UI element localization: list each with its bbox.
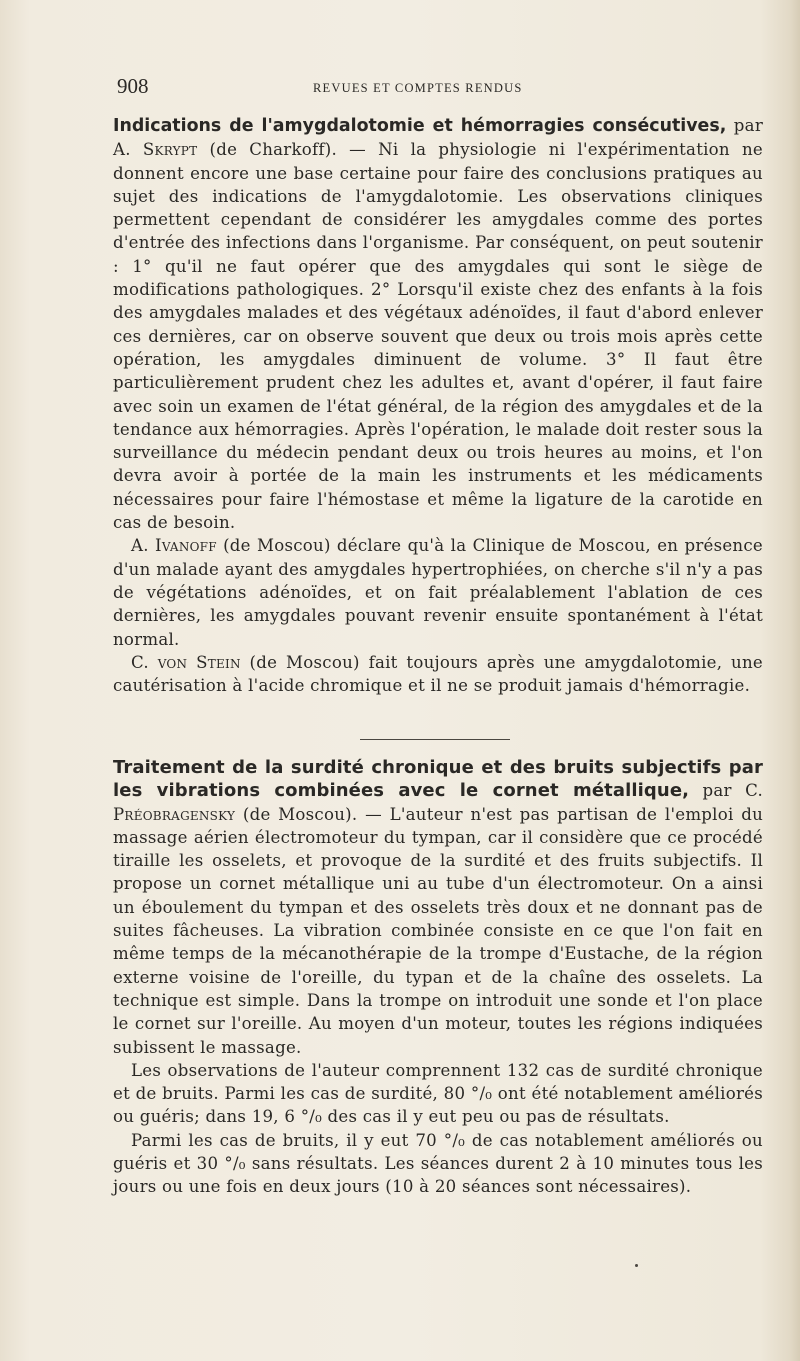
print-speck	[635, 1264, 638, 1267]
article-amygdalotomie	[113, 114, 763, 697]
paragraph-body: (de Moscou) déclare qu'à la Clinique de Moscou, en présence d'un malade ayant des amygdales hypertrophiées, on cherche s'il n'y a pas de végétations adénoïdes, et on fait préalablement l'ablation de ces dernières, les amygdales pouvant revenir ensuite spontanément à l'état normal.	[113, 536, 763, 649]
article-surdite	[113, 756, 763, 1199]
paragraph-body: (de Moscou) fait toujours après une amygdalotomie, une cautérisation à l'acide chromique et il ne se produit jamais d'hémorragie.	[113, 652, 764, 696]
paragraph-body: Ni la physiologie ni l'expérimentation ne donnent encore une base certaine pour faire des conclusions pratiques au sujet des indications de l'amygdalotomie. Les observations cliniques permettent cependant de considérer les amygdales comme des portes d'entrée des infections dans l'organisme. Par conséquent, on peut soutenir : 1° qu'il ne faut opérer que des amygdales qui sont le siège de modifications pathologiques. 2° Lorsqu'il existe chez des enfants à la fois des amygdales malades et des végétaux adénoïdes, il faut d'abord enlever ces dernières, car on observe souvent que deux ou trois mois après cette opération, les amygdales diminuent de volume. 3° Il faut être particulièrement prudent chez les adultes et, avant d'opérer, il faut faire avec soin un examen de l'état général, de la région des amygdales et de la tendance aux hémorragies. Après l'opération, le malade doit rester sous la surveillance du médecin pendant deux ou trois heures au moins, et l'on devra avoir à portée de la main les instruments et les médicaments nécessaires pour faire l'hémostase et même la ligature de la carotide en cas de besoin.	[113, 140, 763, 533]
discussant-name: A. Ivanoff	[131, 536, 217, 556]
article-author: A. Skrypt	[113, 140, 198, 160]
article-paragraph: Les observations de l'auteur comprennent 132 cas de surdité chronique et de bruits. Parmi les cas de surdité, 80 °/₀ ont été notablement améliorés ou guéris; dans 19, 6 °/₀ des cas il y eut peu ou pas de résultats.	[113, 1060, 763, 1127]
article-paragraph	[113, 534, 763, 650]
article-paragraph: Indications de l'amygdalotomie et hémorragies consécutives, par A. Skrypt (de Charkoff). — Ni la physiologie ni l'expérimentation ne donnent encore une base certaine pour faire des conclusions pratiques au sujet des indications de l'amygdalotomie. Les observations cliniques permettent cependant de considérer les amygdales comme des portes d'entrée des infections dans l'organisme. Par conséquent, on peut soutenir : 1° qu'il ne faut opérer que des amygdales qui sont le siège de modifications pathologiques. 2° Lorsqu'il existe chez des enfants à la fois des amygdales malades et des végétaux adénoïdes, il faut d'abord enlever ces dernières, car on observe souvent que deux ou trois mois après cette opération, les amygdales diminuent de volume. 3° Il faut être particulièrement prudent chez les adultes et, avant d'opérer, il faut faire avec soin un examen de l'état général, de la région des amygdales et de la tendance aux hémorragies. Après l'opération, le malade doit rester sous la surveillance du médecin pendant deux ou trois heures au moins, et l'on devra avoir à portée de la main les instruments et les médicaments nécessaires pour faire l'hémostase et même la ligature de la carotide en cas de besoin.	[113, 116, 764, 533]
author-affiliation: (de Charkoff). —	[197, 140, 379, 160]
author-affiliation: (de Moscou). —	[235, 804, 390, 824]
article-headline: Traitement de la surdité chronique et des bruits subjectifs par les vibrations combinées avec le cornet métallique,	[113, 757, 763, 802]
page-number: 908	[117, 74, 149, 98]
paragraph-body: L'auteur n'est pas partisan de l'emploi du massage aérien électromoteur du tympan, car il considère que ce procédé tiraille les osselets, et provoque de la surdité et des fruits subjectifs. Il propose un cornet métallique uni au tube d'un électromoteur. On a ainsi un éboulement du tympan et des osselets très doux et ne donnant pas de suites fâcheuses. La vibration combinée consiste en ce que l'on fait en même temps de la mécanothérapie de la trompe d'Eustache, de la région externe voisine de l'oreille, du typan et de la chaîne des osselets. La technique est simple. Dans la trompe on introduit une sonde et l'on place le cornet sur l'oreille. Au moyen d'un moteur, toutes les régions indiquées subissent le massage.	[113, 804, 764, 1057]
article-paragraph: Parmi les cas de bruits, il y eut 70 °/₀ de cas notablement améliorés ou guéris et 30 °/₀ sans résultats. Les séances durent 2 à 10 minutes tous les jours ou une fois en deux jours (10 à 20 séances sont nécessaires).	[113, 1130, 763, 1197]
article-author: C. Préobragensky	[113, 781, 764, 824]
discussant-name: C. von Stein	[131, 652, 241, 672]
article-paragraph: Traitement de la surdité chronique et des bruits subjectifs par les vibrations combinées avec le cornet métallique, par C. Préobragensky (de Moscou). — L'auteur n'est pas partisan de l'emploi du massage aérien électromoteur du tympan, car il considère que ce procédé tiraille les osselets, et provoque de la surdité et des fruits subjectifs. Il propose un cornet métallique uni au tube d'un électromoteur. On a ainsi un éboulement du tympan et des osselets très doux et ne donnant pas de suites fâcheuses. La vibration combinée consiste en ce que l'on fait en même temps de la mécanothérapie de la trompe d'Eustache, de la région externe voisine de l'oreille, du typan et de la chaîne des osselets. La technique est simple. Dans la trompe on introduit une sonde et l'on place le cornet sur l'oreille. Au moyen d'un moteur, toutes les régions indiquées subissent le massage.	[113, 757, 764, 1057]
running-head	[113, 74, 763, 104]
article-paragraph	[113, 651, 763, 698]
section-divider	[360, 739, 510, 740]
article-headline: Indications de l'amygdalotomie et hémorragies consécutives,	[113, 116, 727, 136]
running-title: REVUES ET COMPTES RENDUS	[313, 81, 523, 95]
